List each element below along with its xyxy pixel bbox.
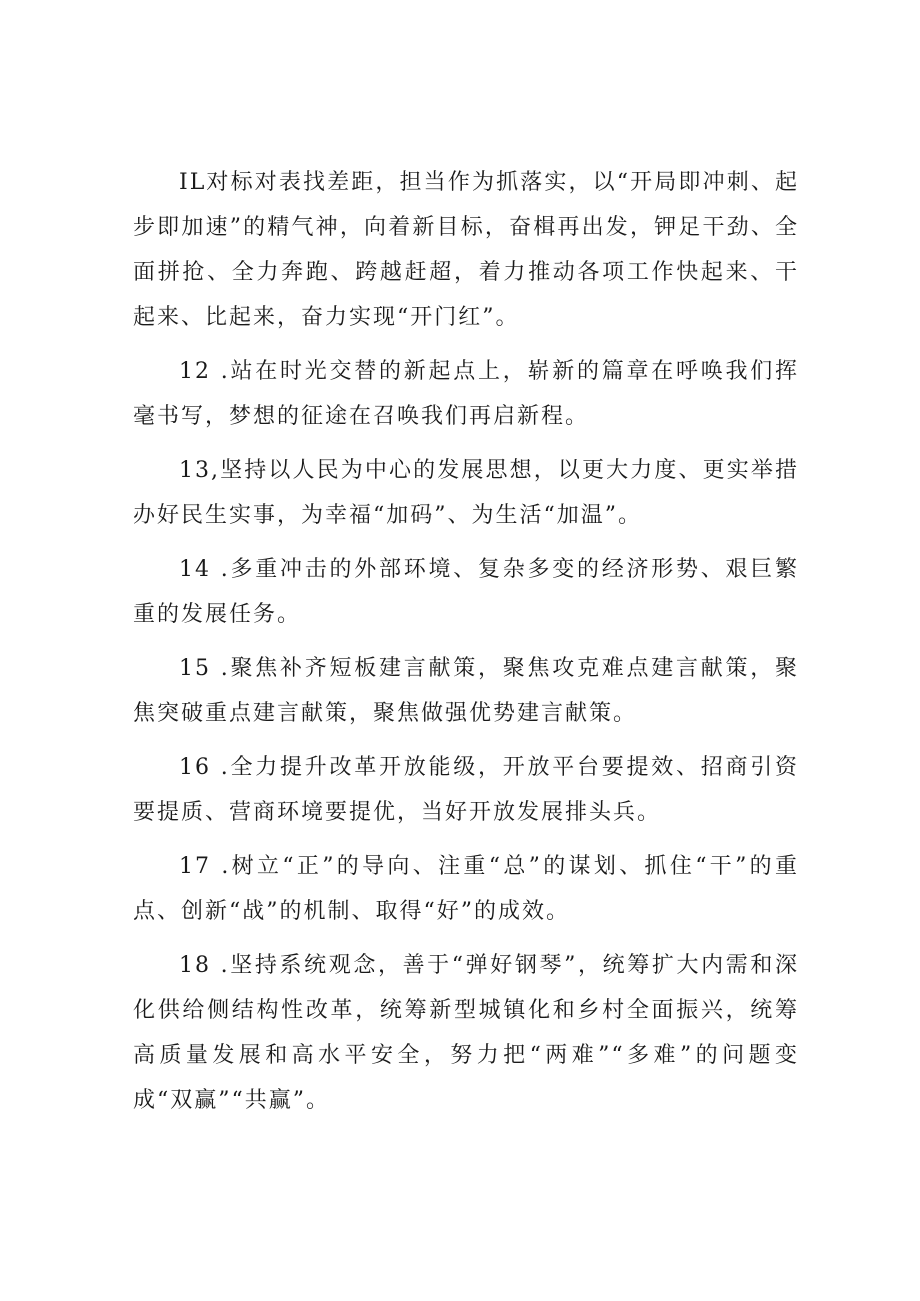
document-body <box>133 160 799 1132</box>
paragraph-14: 14 .多重冲击的外部环境、复杂多变的经济形势、艰巨繁重的发展任务。 <box>133 557 799 627</box>
paragraph-16: 16 .全力提升改革开放能级，开放平台要提效、招商引资要提质、营商环境要提优，当好开放发展排头兵。 <box>133 755 799 825</box>
paragraph-11: IL对标对表找差距，担当作为抓落实，以“开局即冲刺、起步即加速”的精气神，向着新目标，奋楫再出发，钾足干劲、全面拼抢、全力奔跑、跨越赶超，着力推动各项工作快起来、干起来、比起来，奋力实现“开门红”。 <box>133 170 799 330</box>
paragraph-12: 12 .站在时光交替的新起点上，崭新的篇章在呼唤我们挥毫书写，梦想的征途在召唤我们再启新程。 <box>133 359 799 429</box>
paragraph-17: 17 .树立“正”的导向、注重“总”的谋划、抓住“干”的重点、创新“战”的机制、取得“好”的成效。 <box>133 854 799 924</box>
paragraph-15: 15 .聚焦补齐短板建言献策，聚焦攻克难点建言献策，聚焦突破重点建言献策，聚焦做强优势建言献策。 <box>133 656 799 726</box>
paragraph-18: 18 .坚持系统观念，善于“弹好钢琴”，统筹扩大内需和深化供给侧结构性改革，统筹新型城镇化和乡村全面振兴，统筹高质量发展和高水平安全，努力把“两难”“多难”的问题变成“双赢”“共赢”。 <box>133 953 799 1113</box>
paragraph-13: 13,坚持以人民为中心的发展思想，以更大力度、更实举措办好民生实事，为幸福“加码”、为生活“加温”。 <box>133 458 799 528</box>
